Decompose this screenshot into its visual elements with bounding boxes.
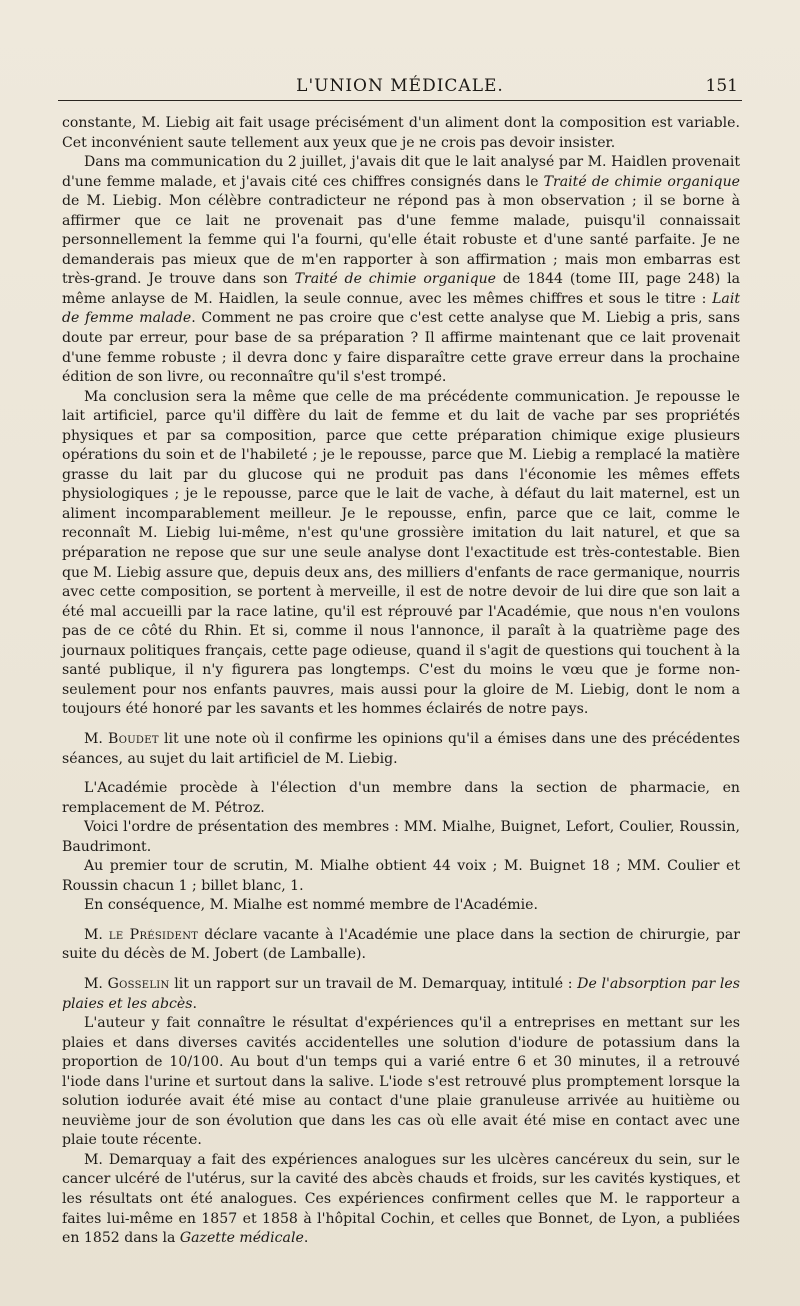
- text-run: lit un rapport sur un travail de M. Demarquay, intitulé :: [169, 975, 578, 992]
- paragraph: [62, 1014, 740, 1151]
- text-run: Au premier tour de scrutin, M. Mialhe obtient 44 voix ; M. Buignet 18 ; MM. Coulier et Roussin chacun 1 ; billet blanc, 1.: [62, 858, 740, 894]
- text-run: Voici l'ordre de présentation des membres : MM. Mialhe, Buignet, Lefort, Coulier, Roussin, Baudrimont.: [62, 819, 740, 855]
- speaker-name: Gosselin: [107, 975, 170, 992]
- paragraph: [62, 153, 740, 388]
- paragraph: [62, 975, 740, 1014]
- text-run: . Comment ne pas croire que c'est cette analyse que M. Liebig a pris, sans doute par erreur, pour base de sa préparation ? Il affirme maintenant que ce lait provenait d'une femme robuste ; il devra donc y faire disparaître cette grave erreur dans la prochaine édition de son livre, ou reconnaître qu'il s'est trompé.: [62, 310, 740, 386]
- text-run: .: [303, 1230, 309, 1247]
- text-run: En conséquence, M. Mialhe est nommé membre de l'Académie.: [84, 897, 538, 914]
- paragraph: [62, 730, 740, 769]
- italic-text: Gazette médicale: [179, 1230, 304, 1247]
- paragraph: [62, 818, 740, 857]
- running-header: [58, 74, 742, 101]
- text-run: .: [192, 995, 197, 1012]
- paragraph: [62, 857, 740, 896]
- speaker-name: le Président: [108, 926, 199, 943]
- text-run: Dans ma communication du 2 juillet, j'avais dit que le lait analysé par M. Haidlen provenait d'une femme malade, et j'avais cité ces chiffres consignés dans le: [62, 154, 740, 190]
- text-run: lit une note où il confirme les opinions qu'il a émises dans une des précédentes séances, au sujet du lait artificiel de M. Liebig.: [62, 730, 740, 767]
- paragraph: [62, 779, 740, 818]
- speaker-name: Boudet: [108, 730, 159, 747]
- text-run: M. Demarquay a fait des expériences analogues sur les ulcères cancéreux du sein, sur le cancer ulcéré de l'utérus, sur la cavité des abcès chauds et froids, sur les cavités kystiques, et les résultats ont été analogues. Ces expériences confirment celles que M. le rapporteur a faites lui-même en 1857 et 1858 à l'hôpital Cochin, et celles que Bonnet, de Lyon, a publiées en 1852 dans la: [62, 1151, 740, 1247]
- paragraph: [62, 114, 740, 153]
- text-run: constante, M. Liebig ait fait usage précisément d'un aliment dont la composition est variable. Cet inconvénient saute tellement aux yeux que je ne crois pas devoir insister.: [62, 115, 740, 151]
- journal-title: L'UNION MÉDICALE.: [296, 76, 504, 96]
- text-run: L'auteur y fait connaître le résultat d'expériences qu'il a entreprises en mettant sur les plaies et dans diverses cavités accidentelles une solution d'iodure de potassium dans la proportion de 10/100. Au bout d'un temps qui a varié entre 6 et 30 minutes, il a retrouvé l'iode dans l'urine et surtout dans la salive. L'iode s'est retrouvé plus promptement lorsque la solution iodurée avait été mise au contact d'une plaie granuleuse arrivée au huitième ou neuvième jour de son évolution que dans les cas où elle avait été mise en contact avec une plaie toute récente.: [62, 1015, 740, 1149]
- paragraph: [62, 1151, 740, 1249]
- italic-text: Traité de chimie organique: [543, 173, 741, 190]
- paragraph: [62, 388, 740, 720]
- article-body: [62, 114, 740, 1249]
- text-run: L'Académie procède à l'élection d'un membre dans la section de pharmacie, en remplacement de M. Pétroz.: [62, 780, 740, 816]
- text-run: M.: [84, 926, 109, 943]
- text-run: Ma conclusion sera la même que celle de ma précédente communication. Je repousse le lait artificiel, parce qu'il diffère du lait de femme et du lait de vache par ses propriétés physiques et par sa composition, parce que cette préparation chimique exige plusieurs opérations du soin et de l'habileté ; je le repousse, parce que M. Liebig a remplacé la matière grasse du lait par du glucose qui ne produit pas dans l'économie les mêmes effets physiologiques ; je le repousse, parce que le lait de vache, à défaut du lait maternel, est un aliment incomparablement meilleur. Je le repousse, enfin, parce que ce lait, comme le reconnaît M. Liebig lui-même, n'est qu'une grossière imitation du lait naturel, et que sa préparation ne repose que sur une seule analyse dont l'exactitude est très-contestable. Bien que M. Liebig assure que, depuis deux ans, des milliers d'enfants de race germanique, nourris avec cette composition, se portent à merveille, il est de notre devoir de lui dire que son lait a été mal accueilli par la race latine, qu'il est réprouvé par l'Académie, que nous n'en voulons pas de ce côté du Rhin. Et si, comme il nous l'annonce, il paraît à la quatrième page des journaux politiques français, cette page odieuse, quand il s'agit de questions qui touchent à la santé publique, il n'y figurera pas longtemps. C'est du moins le vœu que je forme non-seulement pour nos enfants pauvres, mais aussi pour la gloire de M. Liebig, dont le nom a toujours été honoré par les savants et les hommes éclairés de notre pays.: [62, 388, 740, 718]
- paragraph: [62, 896, 740, 916]
- text-run: de 1844 (tome III, page 248) la même anlayse de M. Haidlen, la seule connue, avec les mêmes chiffres et sous le titre :: [62, 271, 740, 307]
- text-run: de M. Liebig. Mon célèbre contradicteur ne répond pas à mon observation ; il se borne à affirmer que ce lait ne provenait pas d'une femme malade, puisqu'il connaissait personnellement la femme qui l'a fourni, qu'elle était robuste et d'une santé parfaite. Je ne demanderais pas mieux que de m'en rapporter à son affirmation ; mais mon embarras est très-grand. Je trouve dans son: [62, 193, 740, 288]
- text-run: déclare vacante à l'Académie une place dans la section de chirurgie, par suite du décès de M. Jobert (de Lamballe).: [62, 926, 740, 963]
- italic-text: Lait de femme malade: [62, 290, 740, 327]
- text-run: M.: [84, 975, 108, 992]
- paragraph: [62, 926, 740, 965]
- text-run: M.: [84, 730, 109, 747]
- page-number: 151: [705, 76, 738, 96]
- italic-text: De l'absorption par les plaies et les abcès: [62, 975, 740, 1012]
- italic-text: Traité de chimie organique: [294, 271, 497, 288]
